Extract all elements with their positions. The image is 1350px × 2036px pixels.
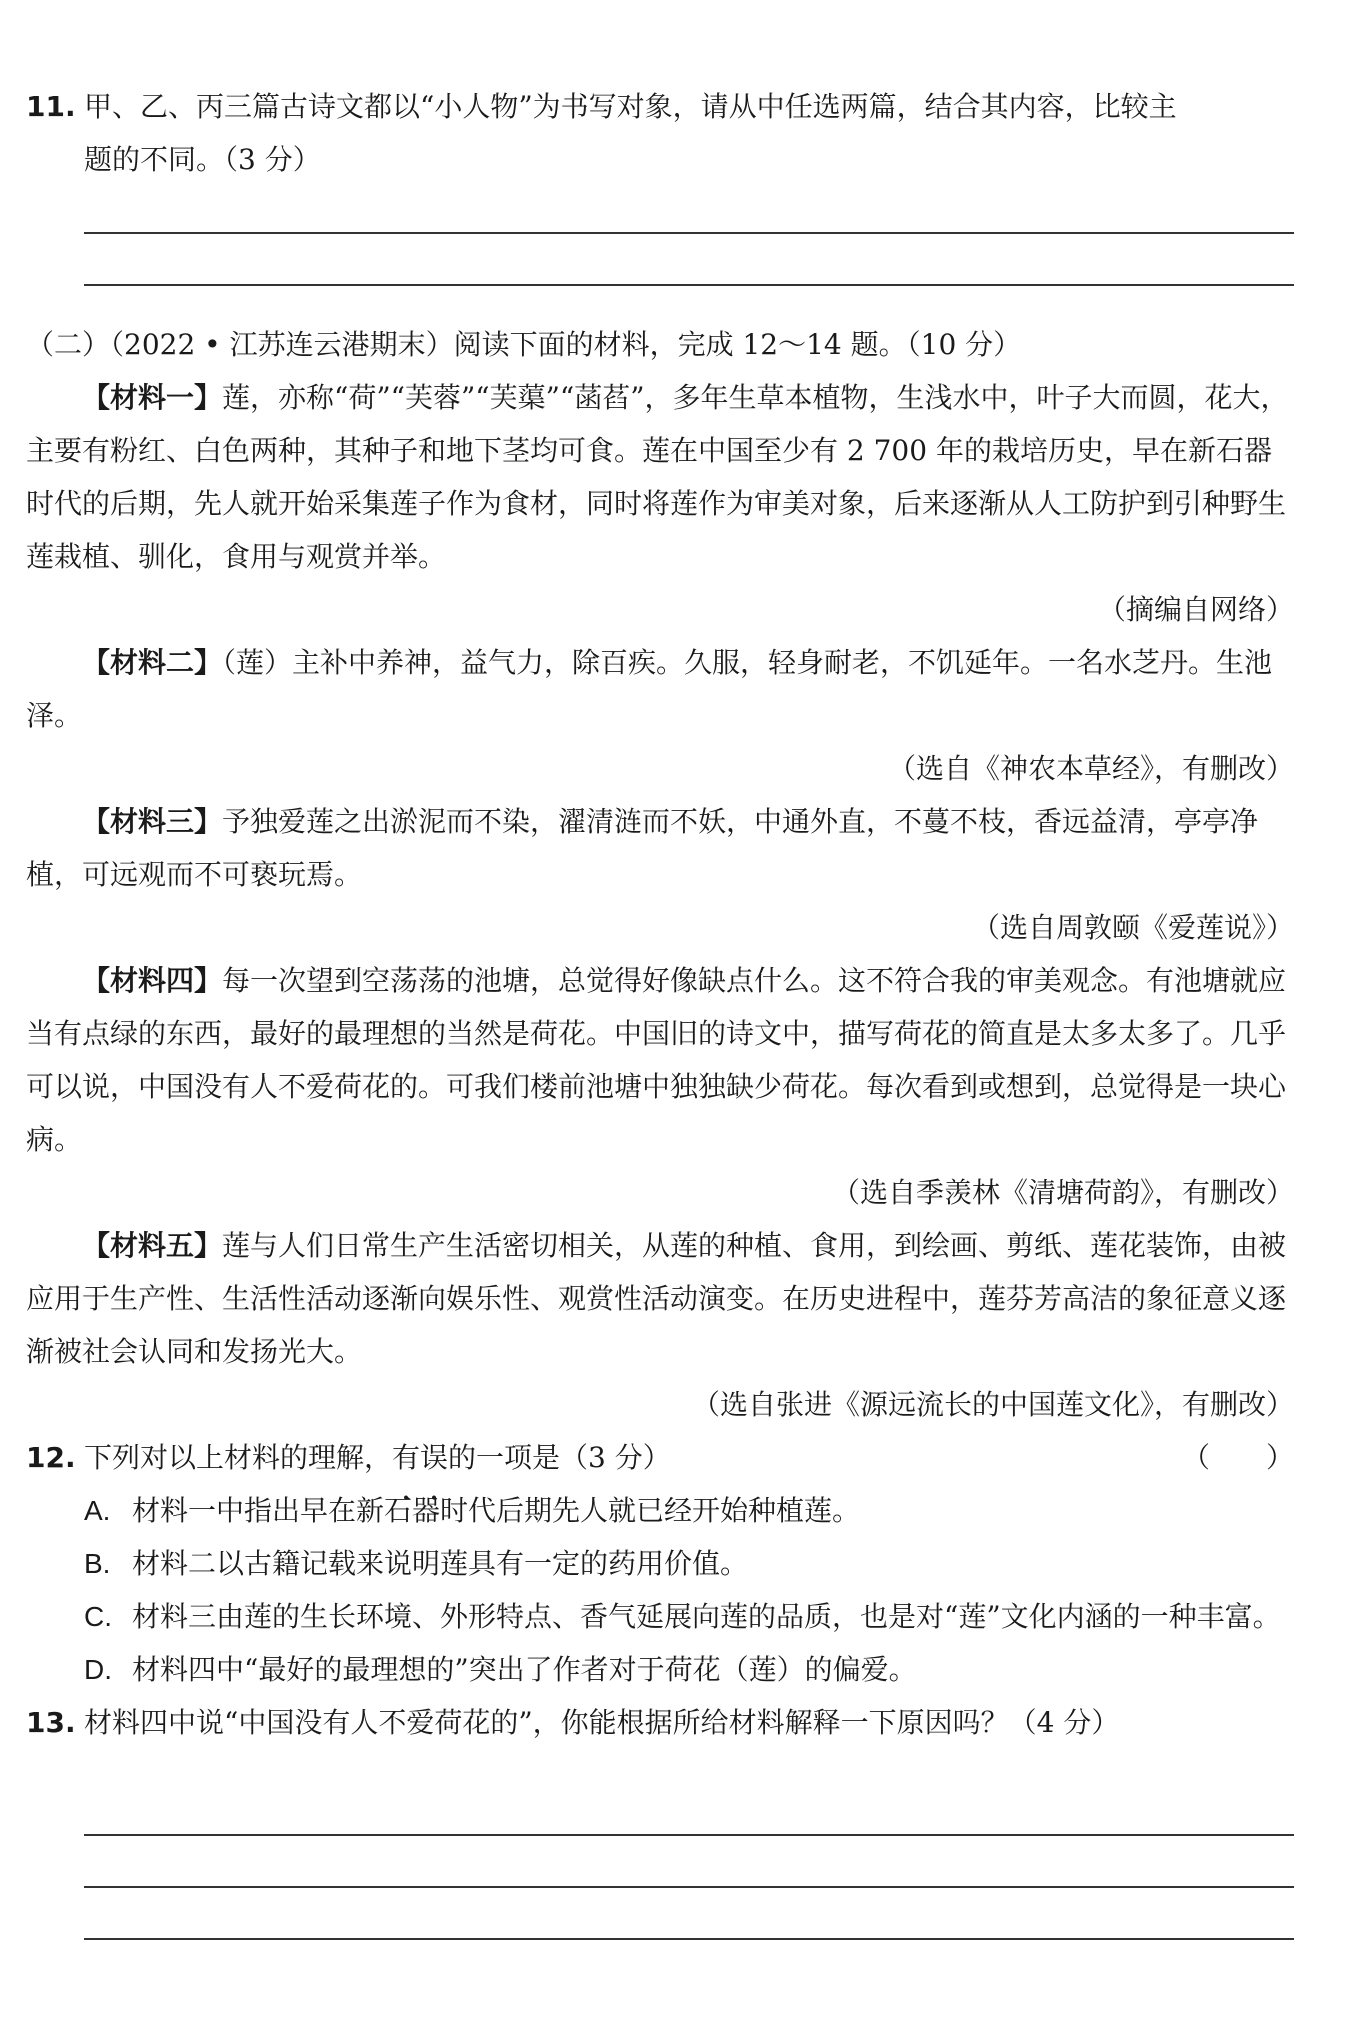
material-text: （莲）主补中养神，益气力，除百疾。久服，轻身耐老，不饥延年。一名水芝丹。生池泽。 <box>26 646 1273 732</box>
material-3 <box>26 795 1294 954</box>
answer-bracket[interactable]: （ ） <box>1181 1441 1294 1474</box>
material-1 <box>26 371 1294 636</box>
emphasis-char: 有 <box>392 1441 421 1474</box>
option-label: D. <box>84 1654 112 1685</box>
answer-line[interactable] <box>84 1834 1294 1836</box>
material-text: 予独爱莲之出淤泥而不染，濯清涟而不妖，中通外直，不蔓不枝，香远益清，亭亭净植，可远观而不可亵玩焉。 <box>26 805 1259 891</box>
question-stem: 材料四中说“中国没有人不爱荷花的”，你能根据所给材料解释一下原因吗？（4 分） <box>84 1706 1120 1739</box>
question-number: 11. <box>26 90 76 123</box>
material-text: 每一次望到空荡荡的池塘，总觉得好像缺点什么。这不符合我的审美观念。有池塘就应当有点绿的东西，最好的最理想的当然是荷花。中国旧的诗文中，描写荷花的简直是太多太多了。几乎可以说，中国没有人不爱荷花的。可我们楼前池塘中独独缺少荷花。每次看到或想到，总觉得是一块心病。 <box>26 964 1287 1156</box>
question-stem-line-1: 甲、乙、丙三篇古诗文都以“小人物”为书写对象，请从中任选两篇，结合其内容，比较主 <box>84 90 1177 123</box>
material-tag: 【材料二】 <box>82 646 223 679</box>
answer-line[interactable] <box>84 1886 1294 1888</box>
material-tag: 【材料四】 <box>82 964 223 997</box>
question-number: 13. <box>26 1706 76 1739</box>
option-b[interactable] <box>84 1537 1294 1590</box>
material-2 <box>26 636 1294 795</box>
option-d[interactable] <box>84 1643 1294 1696</box>
answer-line[interactable] <box>84 284 1294 286</box>
material-tag: 【材料五】 <box>82 1229 223 1262</box>
material-source: （摘编自网络） <box>1097 593 1294 626</box>
material-text: 莲，亦称“荷”“芙蓉”“芙蕖”“菡萏”，多年生草本植物，生浅水中，叶子大而圆，花大，主要有粉红、白色两种，其种子和地下茎均可食。莲在中国至少有 2 700 年的栽培历史，早在新石器时代的后期，先人就开始采集莲子作为食材，同时将莲作为审美对象，后来逐渐从人工防护到引种野生莲栽植、驯化，食用与观赏并举。 <box>26 381 1289 573</box>
stem-text: 的一项是（3 分） <box>448 1441 671 1474</box>
option-text: 材料四中“最好的最理想的”突出了作者对于荷花（莲）的偏爱。 <box>132 1653 917 1686</box>
stem-text: 下列对以上材料的理解， <box>84 1441 393 1474</box>
question-number: 12. <box>26 1441 76 1474</box>
question-12 <box>26 1431 1294 1484</box>
material-source: （选自《神农本草经》，有删改） <box>887 752 1294 785</box>
material-tag: 【材料三】 <box>82 805 223 838</box>
answer-line[interactable] <box>84 232 1294 234</box>
option-label: A. <box>84 1495 111 1526</box>
options-list <box>26 1484 1294 1696</box>
answer-line[interactable] <box>84 1938 1294 1940</box>
option-text: 材料一中指出早在新石器时代后期先人就已经开始种植莲。 <box>132 1494 861 1527</box>
emphasis-char: 误 <box>420 1441 449 1474</box>
section-heading: （二）（2022 • 江苏连云港期末）阅读下面的材料，完成 12～14 题。（10 分） <box>26 328 1022 361</box>
option-label: C. <box>84 1601 112 1632</box>
question-11 <box>26 80 1294 186</box>
option-c[interactable] <box>84 1590 1294 1643</box>
material-5 <box>26 1219 1294 1431</box>
option-text: 材料二以古籍记载来说明莲具有一定的药用价值。 <box>132 1547 749 1580</box>
material-source: （选自周敦颐《爱莲说》） <box>971 911 1294 944</box>
question-stem <box>84 1431 1294 1484</box>
option-label: B. <box>84 1548 111 1579</box>
material-4 <box>26 954 1294 1219</box>
material-source: （选自季羡林《清塘荷韵》，有删改） <box>831 1176 1294 1209</box>
material-text: 莲与人们日常生产生活密切相关，从莲的种植、食用，到绘画、剪纸、莲花装饰，由被应用于生产性、生活性活动逐渐向娱乐性、观赏性活动演变。在历史进程中，莲芬芳高洁的象征意义逐渐被社会认同和发扬光大。 <box>26 1229 1287 1368</box>
question-stem-line-2: 题的不同。（3 分） <box>84 143 321 176</box>
material-tag: 【材料一】 <box>82 381 223 414</box>
material-source: （选自张进《源远流长的中国莲文化》，有删改） <box>691 1388 1294 1421</box>
option-a[interactable] <box>84 1484 1294 1537</box>
option-text: 材料三由莲的生长环境、外形特点、香气延展向莲的品质，也是对“莲”文化内涵的一种丰富。 <box>132 1600 1281 1633</box>
question-13 <box>26 1696 1294 1749</box>
